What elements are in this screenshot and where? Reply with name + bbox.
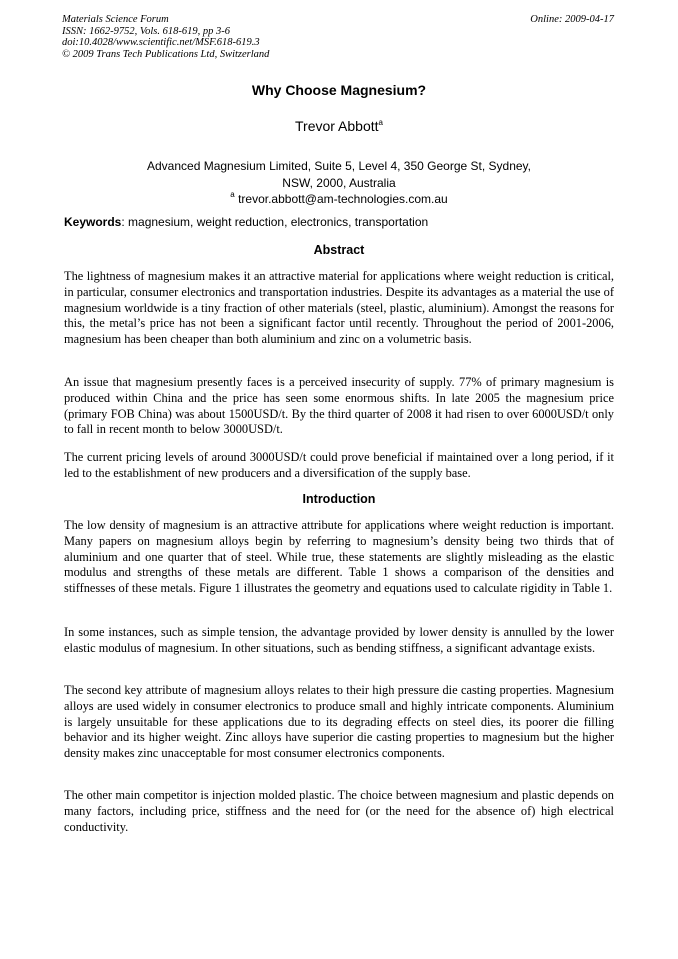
keywords-line — [64, 215, 428, 229]
intro-paragraph-4: The other main competitor is injection molded plastic. The choice between magnesium and plastic depends on many factors, including price, stiffness and the need for (or the need for the absence of) high electrical conductivity. — [64, 788, 614, 834]
abstract-heading: Abstract — [313, 243, 365, 257]
introduction-heading: Introduction — [302, 492, 376, 506]
author-superscript: a — [378, 118, 383, 127]
author-email-line — [0, 192, 678, 206]
intro-paragraph-3: The second key attribute of magnesium alloys relates to their high pressure die casting properties. Magnesium alloys are used widely in consumer electronics to produce small and highly intricate components. Aluminium is largely unsuitable for these applications due to its degrading effects on steel dies, its poorer die filling behavior and its higher weight. Zinc alloys have superior die casting properties to magnesium but the higher density makes zinc unacceptable for most consumer electronics components. — [64, 683, 614, 761]
keywords-label: Keywords — [64, 215, 122, 229]
abstract-paragraph-1: The lightness of magnesium makes it an attractive material for applications where weight reduction is critical, in particular, consumer electronics and transportation industries. Despite its advantages as a material the use of magnesium worldwide is a tiny fraction of other materials (steel, plastic, aluminium). Amongst the reasons for this, the metal’s price has not been a significant factor until recently. Throughout the period of 2001-2006, magnesium has been cheaper than both aluminium and zinc on a volumetric basis. — [64, 269, 614, 347]
affiliation — [120, 158, 558, 191]
keywords-text: : magnesium, weight reduction, electronics, transportation — [121, 215, 429, 229]
intro-paragraph-1: The low density of magnesium is an attractive attribute for applications where weight reduction is important. Many papers on magnesium alloys begin by referring to magnesium’s density being two thirds that of aluminium and one quarter that of steel. While true, these statements are slightly misleading as the elastic modulus and strengths of these metals are different. Table 1 shows a comparison of the densities and stiffnesses of these metals. Figure 1 illustrates the geometry and equations used to calculate rigidity in Table 1. — [64, 518, 614, 596]
copyright-line: © 2009 Trans Tech Publications Ltd, Switzerland — [62, 48, 270, 60]
journal-name: Materials Science Forum — [62, 14, 169, 25]
abstract-paragraph-3: The current pricing levels of around 3000USD/t could prove beneficial if maintained over a long period, if it led to the establishment of new producers and a diversification of the supply base. — [64, 450, 614, 480]
doi-line: doi:10.4028/www.scientific.net/MSF.618-619.3 — [62, 37, 260, 49]
affiliation-line-1: Advanced Magnesium Limited, Suite 5, Level 4, 350 George St, Sydney, — [147, 159, 531, 173]
author-line — [0, 118, 678, 134]
online-date: Online: 2009-04-17 — [530, 14, 614, 25]
affiliation-line-2: NSW, 2000, Australia — [282, 175, 396, 190]
abstract-paragraph-2: An issue that magnesium presently faces is a perceived insecurity of supply. 77% of primary magnesium is produced within China and the price has seen some enormous shifts. In late 2005 the magnesium price (primary FOB China) was about 1500USD/t. By the third quarter of 2008 it had risen to over 6000USD/t only to fall in recent month to below 3000USD/t. — [64, 375, 614, 437]
author-email: trevor.abbott@am-technologies.com.au — [238, 192, 448, 206]
author-name: Trevor Abbott — [295, 118, 379, 134]
paper-title: Why Choose Magnesium? — [251, 82, 427, 98]
journal-header — [62, 14, 269, 60]
issn-line: ISSN: 1662-9752, Vols. 618-619, pp 3-6 — [62, 25, 230, 37]
email-marker: a — [230, 190, 235, 199]
intro-paragraph-2: In some instances, such as simple tension, the advantage provided by lower density is annulled by the lower elastic modulus of magnesium. In other situations, such as bending stiffness, a significant advantage exists. — [64, 625, 614, 655]
